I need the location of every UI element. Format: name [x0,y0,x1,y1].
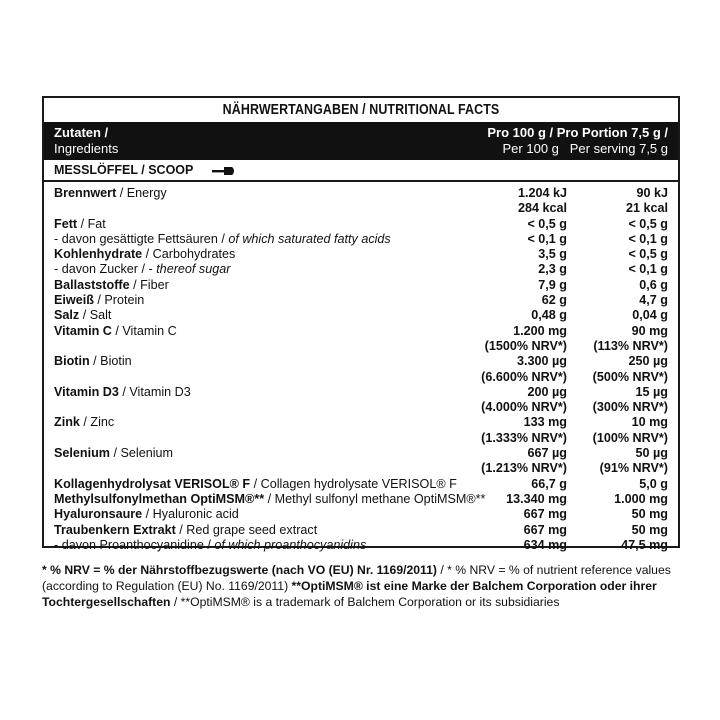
nutrient-name-en: / Red grape seed extract [175,522,318,537]
value-per-100g: 62 g [541,293,567,308]
nutrient-label [54,477,457,492]
footnote-optimsm-en: / **OptiMSM® is a trademark of Balchem Corporation or its subsidiaries [170,595,560,609]
panel-title: NÄHRWERTANGABEN / NUTRITIONAL FACTS [222,102,500,118]
value-per-100g: 13.340 mg [506,491,567,506]
nutrient-row [44,477,678,492]
value-per-100g: 3.300 µg [517,354,567,369]
nutrient-row [44,415,678,430]
nutrient-name-en: / Zinc [79,415,115,430]
nutrient-label [54,385,191,400]
nutrient-name-de: Kollagenhydrolysat VERISOL® F [54,476,251,491]
table-header [44,122,678,160]
nutrient-name-de: - davon gesättigte Fettsäuren / [54,231,229,246]
value-per-100g: 667 mg [523,507,567,522]
nutrient-label [54,293,144,308]
nutrient-name-en: / Methyl sulfonyl methane OptiMSM®** [264,491,486,506]
value-per-serving: 0,6 g [639,277,668,292]
footnote-nrv-en: / * % NRV = % of nutrient reference values (according to Regulation (EU) No. 1169/2011) [42,563,671,593]
header-per-en: Per 100 g Per serving 7,5 g [502,141,668,156]
value-per-serving: (91% NRV*) [599,461,668,476]
footnote-nrv-de: * % NRV = % der Nährstoffbezugswerte (nach VO (EU) Nr. 1169/2011) [42,563,437,577]
nutrient-name-en: / Biotin [89,354,132,369]
value-per-serving: 250 µg [628,354,668,369]
value-per-serving: 0,04 g [632,308,668,323]
nutrient-label [54,186,167,201]
nutrient-name-de: Methylsulfonylmethan OptiMSM®** [54,491,265,506]
nutrient-row [44,461,678,476]
value-per-serving: < 0,5 g [628,247,668,262]
nutrient-label [54,492,485,507]
nutrient-row [44,201,678,216]
footnote [42,562,682,610]
nutrient-name-de: Ballaststoffe [54,277,130,292]
nutrient-row [44,308,678,323]
nutrient-label [54,415,114,430]
header-ingredients [54,125,118,157]
value-per-serving: (100% NRV*) [592,430,668,445]
nutrient-row [44,492,678,507]
nutrient-name-en: / Fiber [129,277,169,292]
value-per-100g: 200 µg [527,384,567,399]
header-per100-de: Pro 100 g [487,125,546,140]
nutrient-name-de: Zink [54,415,80,430]
value-per-100g: 3,5 g [538,247,567,262]
nutrient-name-en: / Vitamin C [111,323,177,338]
nutrient-row [44,446,678,461]
value-per-100g: 284 kcal [517,201,567,216]
nutrient-row [44,385,678,400]
value-per-100g: 634 mg [523,537,567,552]
value-per-serving: 10 mg [631,415,668,430]
nutrient-label [54,446,173,461]
nutrient-name-de: Salz [54,308,80,323]
value-per-serving: < 0,5 g [628,216,668,231]
value-per-serving: (300% NRV*) [592,400,668,415]
nutrient-name-en: / Carbohydrates [142,247,236,262]
value-per-100g: (4.000% NRV*) [481,400,567,415]
nutrient-label [54,507,239,522]
value-per-serving: 1.000 mg [614,491,668,506]
value-per-serving: 5,0 g [639,476,668,491]
value-per-100g: 66,7 g [531,476,567,491]
nutrient-row [44,431,678,446]
nutrient-label [54,262,230,277]
value-per-100g: (1.213% NRV*) [481,461,567,476]
header-label-de: Zutaten / [54,125,109,140]
nutrient-label [54,523,317,538]
header-portion-de: / Pro Portion 7,5 g / [545,125,668,140]
value-per-serving: 90 kJ [636,186,668,200]
header-label-en: Ingredients [54,141,119,156]
nutrient-row [44,262,678,277]
scoop-icon [212,165,238,177]
value-per-100g: 667 mg [523,522,567,537]
nutrient-row [44,293,678,308]
nutrient-name-de: Traubenkern Extrakt [54,522,176,537]
value-per-serving: 47,5 mg [621,537,668,552]
nutrition-facts-panel [42,96,680,552]
nutrient-label [54,538,366,553]
nutrient-name-de: Selenium [54,446,110,461]
nutrient-name-de: Vitamin D3 [54,384,119,399]
nutrient-rows [44,182,678,553]
nutrient-name-en: / Selenium [110,446,173,461]
value-per-serving: 90 mg [631,323,668,338]
nutrient-row [44,217,678,232]
nutrient-row [44,507,678,522]
value-per-serving: 21 kcal [625,201,668,216]
nutrient-row [44,186,678,201]
value-per-100g: 0,48 g [531,308,567,323]
nutrient-name-de: Vitamin C [54,323,112,338]
nutrient-name-en: / Collagen hydrolysate VERISOL® F [250,476,457,491]
value-per-100g: (1500% NRV*) [484,338,567,353]
value-per-serving: 50 mg [631,522,668,537]
nutrient-name-de: Hyaluronsaure [54,507,143,522]
nutrient-name-de: Fett [54,216,78,231]
nutrient-row [44,400,678,415]
nutrient-label [54,278,169,293]
nutrient-name-en: / Vitamin D3 [118,384,191,399]
value-per-100g: < 0,5 g [527,216,567,231]
scoop-label: MESSLÖFFEL / SCOOP [54,163,194,177]
value-per-100g: 133 mg [523,415,567,430]
nutrient-name-de: - davon Proanthocyanidine / [54,537,215,552]
value-per-100g: < 0,1 g [527,231,567,246]
nutrient-name-en: / Salt [79,308,112,323]
nutrient-row [44,523,678,538]
header-columns [487,125,668,157]
nutrient-name-de: Eiweiß [54,293,94,308]
value-per-serving: (500% NRV*) [592,369,668,384]
nutrient-name-en: of which saturated fatty acids [228,231,391,246]
nutrient-row [44,232,678,247]
nutrient-name-de: Biotin [54,354,90,369]
nutrient-label [54,217,106,232]
value-per-100g: 1.200 mg [513,323,567,338]
nutrient-name-en: / Fat [77,216,106,231]
nutrient-name-en: of which proanthocyanidins [214,537,367,552]
value-per-100g: 7,9 g [538,277,567,292]
value-per-serving: < 0,1 g [628,231,668,246]
value-per-serving: (113% NRV*) [593,338,668,353]
nutrient-row [44,354,678,369]
nutrient-name-en: thereof sugar [156,262,231,277]
value-per-serving: 50 mg [631,507,668,522]
nutrient-name-en: / Energy [116,186,167,200]
nutrient-name-en: / Hyaluronic acid [142,507,239,522]
value-per-serving: 15 µg [635,384,668,399]
nutrient-label [54,232,391,247]
nutrient-name-en: / Protein [93,293,145,308]
nutrient-label [54,354,132,369]
nutrient-row [44,339,678,354]
value-per-serving: 50 µg [635,446,668,461]
value-per-100g: (6.600% NRV*) [481,369,567,384]
nutrient-row [44,247,678,262]
nutrient-label [54,247,235,262]
footnote-optimsm-de: **OptiMSM® ist eine Marke der Balchem Corporation oder ihrer Tochtergesellschaften [42,579,657,609]
value-per-serving: < 0,1 g [628,262,668,277]
nutrient-label [54,324,177,339]
scoop-row [44,160,678,182]
value-per-100g: (1.333% NRV*) [481,430,567,445]
nutrient-row [44,538,678,553]
value-per-100g: 2,3 g [538,262,567,277]
nutrient-row [44,370,678,385]
nutrient-label [54,308,111,323]
nutrient-row [44,278,678,293]
nutrient-name-de: - davon Zucker / - [54,262,157,277]
nutrient-name-de: Brennwert [54,186,117,200]
nutrient-name-de: Kohlenhydrate [54,247,143,262]
nutrient-row [44,324,678,339]
value-per-100g: 1.204 kJ [517,186,567,200]
value-per-100g: 667 µg [527,446,567,461]
value-per-serving: 4,7 g [639,293,668,308]
